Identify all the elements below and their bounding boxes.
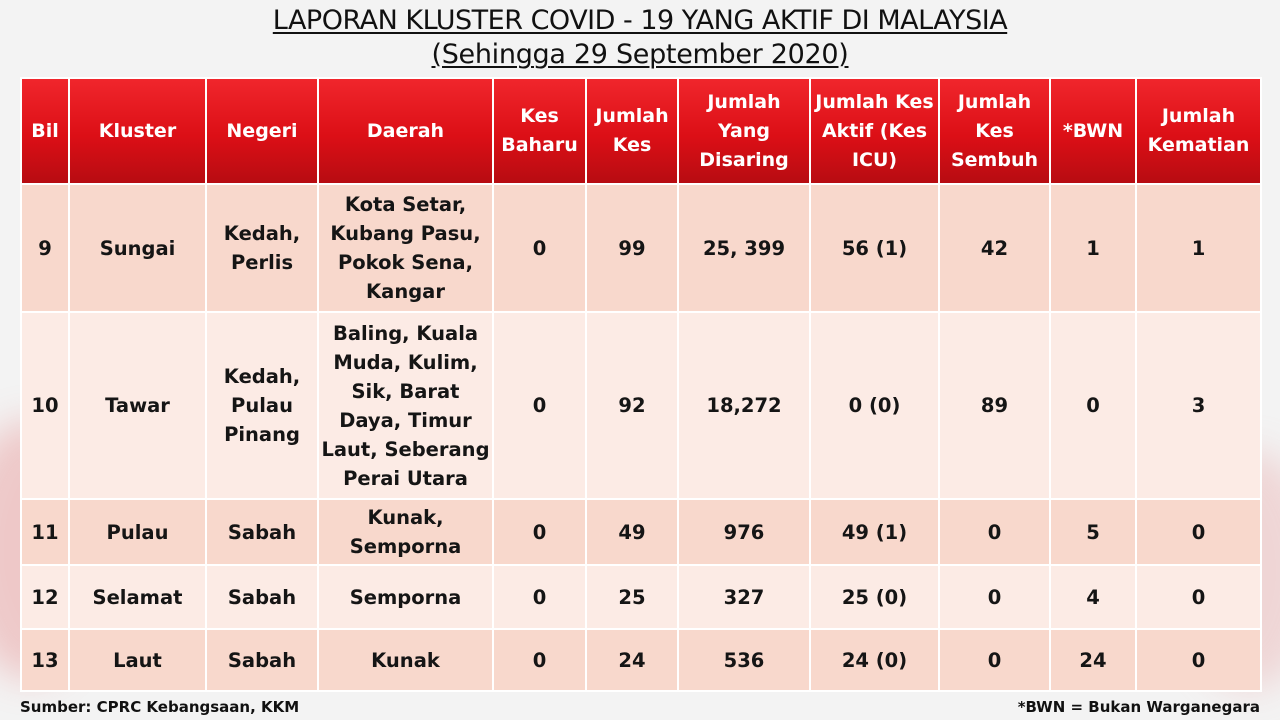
cell-kematian: 0: [1136, 629, 1261, 691]
cell-negeri: Sabah: [206, 629, 318, 691]
cell-kes-aktif: 56 (1): [810, 184, 939, 312]
cell-bwn: 4: [1050, 565, 1136, 629]
cell-jumlah-disaring: 25, 399: [678, 184, 810, 312]
table-row: [21, 629, 1261, 691]
table-row: [21, 499, 1261, 565]
column-header-kes-baharu: Kes Baharu: [493, 78, 586, 184]
cell-bwn: 0: [1050, 312, 1136, 499]
cell-kematian: 3: [1136, 312, 1261, 499]
cell-daerah: Semporna: [318, 565, 493, 629]
cell-kes-baharu: 0: [493, 499, 586, 565]
cell-kes-baharu: 0: [493, 184, 586, 312]
cell-kes-sembuh: 0: [939, 565, 1050, 629]
cell-kluster: Tawar: [69, 312, 206, 499]
cell-daerah: Kunak, Semporna: [318, 499, 493, 565]
cell-jumlah-kes: 92: [586, 312, 678, 499]
cell-kes-sembuh: 0: [939, 499, 1050, 565]
cell-kes-baharu: 0: [493, 565, 586, 629]
cell-bwn: 24: [1050, 629, 1136, 691]
cell-bil: 13: [21, 629, 69, 691]
cell-daerah: Kunak: [318, 629, 493, 691]
cell-kluster: Laut: [69, 629, 206, 691]
cell-jumlah-disaring: 976: [678, 499, 810, 565]
cell-kematian: 1: [1136, 184, 1261, 312]
cluster-table: [20, 77, 1262, 692]
cell-jumlah-kes: 49: [586, 499, 678, 565]
table-row: [21, 565, 1261, 629]
cell-kes-aktif: 25 (0): [810, 565, 939, 629]
column-header-kematian: Jumlah Kematian: [1136, 78, 1261, 184]
cell-jumlah-kes: 99: [586, 184, 678, 312]
cell-bil: 12: [21, 565, 69, 629]
column-header-jumlah-disaring: Jumlah Yang Disaring: [678, 78, 810, 184]
column-header-daerah: Daerah: [318, 78, 493, 184]
column-header-bwn: *BWN: [1050, 78, 1136, 184]
cell-daerah: Baling, Kuala Muda, Kulim, Sik, Barat Daya, Timur Laut, Seberang Perai Utara: [318, 312, 493, 499]
cell-bil: 9: [21, 184, 69, 312]
cell-bil: 10: [21, 312, 69, 499]
cell-negeri: Kedah, Perlis: [206, 184, 318, 312]
cell-kes-aktif: 49 (1): [810, 499, 939, 565]
bwn-footnote: *BWN = Bukan Warganegara: [1017, 698, 1260, 716]
page-title: LAPORAN KLUSTER COVID - 19 YANG AKTIF DI MALAYSIA: [272, 5, 1008, 36]
table-row: [21, 312, 1261, 499]
cell-negeri: Kedah, Pulau Pinang: [206, 312, 318, 499]
page-subtitle: (Sehingga 29 September 2020): [431, 39, 849, 70]
cell-kluster: Sungai: [69, 184, 206, 312]
cell-bil: 11: [21, 499, 69, 565]
cell-jumlah-kes: 25: [586, 565, 678, 629]
cell-jumlah-disaring: 327: [678, 565, 810, 629]
cell-kes-baharu: 0: [493, 629, 586, 691]
table-header-row: [21, 78, 1261, 184]
cell-kematian: 0: [1136, 565, 1261, 629]
cell-kes-aktif: 24 (0): [810, 629, 939, 691]
column-header-kluster: Kluster: [69, 78, 206, 184]
cell-kes-baharu: 0: [493, 312, 586, 499]
cell-kluster: Pulau: [69, 499, 206, 565]
column-header-kes-sembuh: Jumlah Kes Sembuh: [939, 78, 1050, 184]
cell-kes-sembuh: 89: [939, 312, 1050, 499]
cell-bwn: 5: [1050, 499, 1136, 565]
cell-jumlah-kes: 24: [586, 629, 678, 691]
column-header-bil: Bil: [21, 78, 69, 184]
cell-jumlah-disaring: 536: [678, 629, 810, 691]
column-header-negeri: Negeri: [206, 78, 318, 184]
column-header-jumlah-kes: Jumlah Kes: [586, 78, 678, 184]
cell-negeri: Sabah: [206, 499, 318, 565]
cell-kes-sembuh: 0: [939, 629, 1050, 691]
cell-jumlah-disaring: 18,272: [678, 312, 810, 499]
source-note: Sumber: CPRC Kebangsaan, KKM: [20, 698, 300, 716]
cell-kluster: Selamat: [69, 565, 206, 629]
cell-bwn: 1: [1050, 184, 1136, 312]
cell-kes-sembuh: 42: [939, 184, 1050, 312]
column-header-kes-aktif: Jumlah Kes Aktif (Kes ICU): [810, 78, 939, 184]
cell-daerah: Kota Setar, Kubang Pasu, Pokok Sena, Kangar: [318, 184, 493, 312]
cell-kes-aktif: 0 (0): [810, 312, 939, 499]
cell-negeri: Sabah: [206, 565, 318, 629]
cell-kematian: 0: [1136, 499, 1261, 565]
table-row: [21, 184, 1261, 312]
